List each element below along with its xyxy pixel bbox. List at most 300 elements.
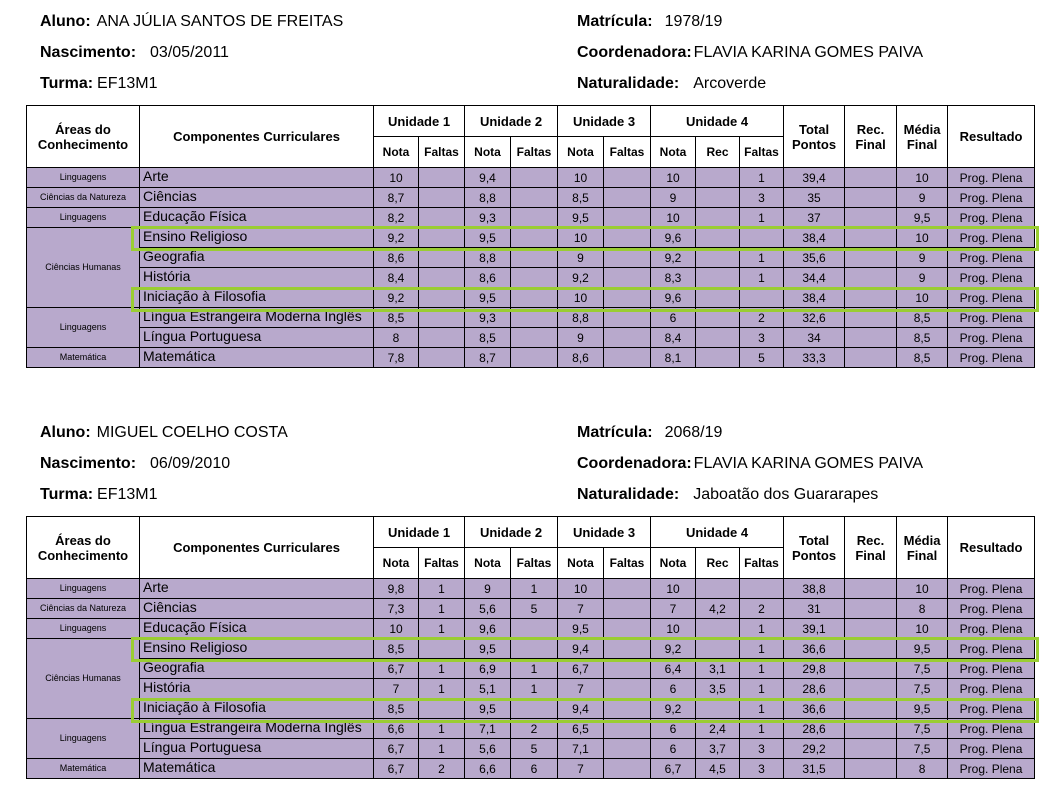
student-label: Aluno: bbox=[40, 424, 91, 441]
table-row bbox=[27, 308, 1035, 328]
cell-n4: 6 bbox=[651, 679, 696, 699]
header-faltas: Faltas bbox=[604, 137, 651, 168]
cell-n3: 9,5 bbox=[558, 208, 604, 228]
cell-total: 37 bbox=[784, 208, 845, 228]
table-row bbox=[27, 679, 1035, 699]
cell-n3: 7 bbox=[558, 599, 604, 619]
cell-f4: 1 bbox=[740, 268, 784, 288]
header-unit2: Unidade 2 bbox=[465, 106, 558, 137]
cell-res: Prog. Plena bbox=[948, 208, 1035, 228]
cell-recf bbox=[845, 719, 897, 739]
cell-f3 bbox=[604, 208, 651, 228]
cell-recf bbox=[845, 599, 897, 619]
cell-res: Prog. Plena bbox=[948, 248, 1035, 268]
cell-n2: 9,5 bbox=[465, 639, 511, 659]
cell-total: 38,8 bbox=[784, 579, 845, 599]
cell-total: 36,6 bbox=[784, 639, 845, 659]
header-unit2: Unidade 2 bbox=[465, 517, 558, 548]
cell-n4: 10 bbox=[651, 168, 696, 188]
cell-f3 bbox=[604, 759, 651, 779]
component-cell: Iniciação à Filosofia bbox=[140, 288, 374, 308]
cell-media: 9 bbox=[897, 268, 948, 288]
cell-f4: 1 bbox=[740, 659, 784, 679]
area-cell: Linguagens bbox=[27, 579, 140, 599]
cell-f1: 2 bbox=[419, 759, 465, 779]
cell-f1 bbox=[419, 168, 465, 188]
cell-f3 bbox=[604, 228, 651, 248]
cell-f4 bbox=[740, 579, 784, 599]
header-result: Resultado bbox=[948, 106, 1035, 168]
table-row bbox=[27, 188, 1035, 208]
cell-n3: 9,2 bbox=[558, 268, 604, 288]
cell-n2: 7,1 bbox=[465, 719, 511, 739]
cell-n4: 7 bbox=[651, 599, 696, 619]
cell-n1: 9,8 bbox=[374, 579, 419, 599]
cell-r4 bbox=[696, 619, 740, 639]
cell-media: 8 bbox=[897, 599, 948, 619]
cell-recf bbox=[845, 248, 897, 268]
registration-line bbox=[577, 13, 722, 31]
component-cell: Matemática bbox=[140, 348, 374, 368]
cell-res: Prog. Plena bbox=[948, 348, 1035, 368]
cell-res: Prog. Plena bbox=[948, 699, 1035, 719]
header-faltas: Faltas bbox=[511, 137, 558, 168]
cell-f4: 3 bbox=[740, 739, 784, 759]
header-unit3: Unidade 3 bbox=[558, 106, 651, 137]
cell-n3: 9,4 bbox=[558, 699, 604, 719]
cell-media: 10 bbox=[897, 619, 948, 639]
cell-res: Prog. Plena bbox=[948, 188, 1035, 208]
cell-media: 10 bbox=[897, 579, 948, 599]
cell-total: 32,6 bbox=[784, 308, 845, 328]
cell-media: 10 bbox=[897, 168, 948, 188]
cell-f4: 1 bbox=[740, 639, 784, 659]
grades-body bbox=[27, 579, 1035, 779]
cell-media: 10 bbox=[897, 228, 948, 248]
header-rec: Rec bbox=[696, 548, 740, 579]
cell-recf bbox=[845, 759, 897, 779]
cell-f1: 1 bbox=[419, 679, 465, 699]
cell-n4: 9,6 bbox=[651, 228, 696, 248]
cell-f4: 1 bbox=[740, 248, 784, 268]
cell-f1: 1 bbox=[419, 739, 465, 759]
cell-n1: 7,3 bbox=[374, 599, 419, 619]
registration-line bbox=[577, 424, 722, 442]
cell-recf bbox=[845, 288, 897, 308]
cell-n1: 8,6 bbox=[374, 248, 419, 268]
cell-n1: 8,5 bbox=[374, 639, 419, 659]
registration-label: Matrícula: bbox=[577, 13, 653, 30]
grades-table bbox=[26, 516, 1035, 779]
cell-f4: 2 bbox=[740, 308, 784, 328]
cell-f4: 3 bbox=[740, 188, 784, 208]
area-cell: Ciências Humanas bbox=[27, 228, 140, 308]
cell-f3 bbox=[604, 639, 651, 659]
cell-media: 7,5 bbox=[897, 719, 948, 739]
header-faltas: Faltas bbox=[604, 548, 651, 579]
cell-f2 bbox=[511, 228, 558, 248]
student-name: ANA JÚLIA SANTOS DE FREITAS bbox=[96, 13, 344, 30]
cell-res: Prog. Plena bbox=[948, 168, 1035, 188]
cell-n4: 6,7 bbox=[651, 759, 696, 779]
table-row bbox=[27, 639, 1035, 659]
grades-body bbox=[27, 168, 1035, 368]
cell-n2: 9,3 bbox=[465, 208, 511, 228]
header-nota: Nota bbox=[558, 137, 604, 168]
cell-f4: 1 bbox=[740, 719, 784, 739]
cell-f2 bbox=[511, 208, 558, 228]
cell-n4: 9,2 bbox=[651, 639, 696, 659]
registration-label: Matrícula: bbox=[577, 424, 653, 441]
header-rec-final: Rec. Final bbox=[845, 106, 897, 168]
header-unit4: Unidade 4 bbox=[651, 106, 784, 137]
cell-n3: 10 bbox=[558, 579, 604, 599]
cell-r4 bbox=[696, 328, 740, 348]
cell-media: 10 bbox=[897, 288, 948, 308]
table-row bbox=[27, 248, 1035, 268]
cell-n2: 6,9 bbox=[465, 659, 511, 679]
cell-n2: 9,3 bbox=[465, 308, 511, 328]
class-value: EF13M1 bbox=[97, 486, 158, 503]
cell-recf bbox=[845, 208, 897, 228]
cell-n1: 7,8 bbox=[374, 348, 419, 368]
cell-f1 bbox=[419, 268, 465, 288]
cell-n3: 9 bbox=[558, 328, 604, 348]
cell-f2 bbox=[511, 268, 558, 288]
cell-n4: 9,6 bbox=[651, 288, 696, 308]
cell-r4: 4,2 bbox=[696, 599, 740, 619]
cell-f4 bbox=[740, 228, 784, 248]
component-cell: Ciências bbox=[140, 188, 374, 208]
registration-value: 2068/19 bbox=[664, 424, 723, 441]
table-row bbox=[27, 719, 1035, 739]
cell-n2: 5,6 bbox=[465, 739, 511, 759]
header-faltas: Faltas bbox=[511, 548, 558, 579]
cell-f1: 1 bbox=[419, 719, 465, 739]
header-rec-final: Rec. Final bbox=[845, 517, 897, 579]
cell-f2 bbox=[511, 288, 558, 308]
cell-f2 bbox=[511, 619, 558, 639]
cell-f2: 5 bbox=[511, 739, 558, 759]
cell-r4 bbox=[696, 699, 740, 719]
component-cell: Arte bbox=[140, 168, 374, 188]
table-row bbox=[27, 759, 1035, 779]
cell-f4: 2 bbox=[740, 599, 784, 619]
cell-r4 bbox=[696, 308, 740, 328]
table-row bbox=[27, 208, 1035, 228]
cell-media: 8,5 bbox=[897, 308, 948, 328]
cell-f2 bbox=[511, 639, 558, 659]
cell-res: Prog. Plena bbox=[948, 228, 1035, 248]
cell-f3 bbox=[604, 679, 651, 699]
table-row bbox=[27, 659, 1035, 679]
header-faltas: Faltas bbox=[419, 548, 465, 579]
cell-n3: 10 bbox=[558, 168, 604, 188]
cell-n2: 9,6 bbox=[465, 619, 511, 639]
header-total: Total Pontos bbox=[784, 517, 845, 579]
component-cell: Ensino Religioso bbox=[140, 228, 374, 248]
header-nota: Nota bbox=[651, 137, 696, 168]
cell-n4: 9,2 bbox=[651, 699, 696, 719]
header-nota: Nota bbox=[465, 137, 511, 168]
cell-total: 38,4 bbox=[784, 228, 845, 248]
cell-n2: 8,8 bbox=[465, 188, 511, 208]
class-line bbox=[40, 75, 158, 93]
cell-f1: 1 bbox=[419, 619, 465, 639]
table-row bbox=[27, 699, 1035, 719]
cell-total: 36,6 bbox=[784, 699, 845, 719]
header-component: Componentes Curriculares bbox=[140, 106, 374, 168]
cell-n1: 8,5 bbox=[374, 308, 419, 328]
cell-media: 9,5 bbox=[897, 208, 948, 228]
cell-res: Prog. Plena bbox=[948, 719, 1035, 739]
cell-n1: 9,2 bbox=[374, 228, 419, 248]
cell-f2: 2 bbox=[511, 719, 558, 739]
student-name: MIGUEL COELHO COSTA bbox=[96, 424, 288, 441]
cell-n1: 6,6 bbox=[374, 719, 419, 739]
cell-recf bbox=[845, 679, 897, 699]
cell-r4: 3,7 bbox=[696, 739, 740, 759]
coordinator-label: Coordenadora: bbox=[577, 455, 692, 472]
coordinator-name: FLAVIA KARINA GOMES PAIVA bbox=[693, 455, 924, 472]
cell-f1 bbox=[419, 248, 465, 268]
cell-f1 bbox=[419, 288, 465, 308]
cell-recf bbox=[845, 168, 897, 188]
class-label: Turma: bbox=[40, 486, 94, 503]
cell-f3 bbox=[604, 288, 651, 308]
cell-f4: 1 bbox=[740, 619, 784, 639]
table-row bbox=[27, 288, 1035, 308]
cell-f4: 5 bbox=[740, 348, 784, 368]
area-cell: Linguagens bbox=[27, 168, 140, 188]
area-cell: Linguagens bbox=[27, 619, 140, 639]
component-cell: Geografia bbox=[140, 659, 374, 679]
cell-n4: 6 bbox=[651, 308, 696, 328]
cell-f2: 1 bbox=[511, 579, 558, 599]
cell-n1: 6,7 bbox=[374, 739, 419, 759]
cell-n3: 8,8 bbox=[558, 308, 604, 328]
cell-n3: 7,1 bbox=[558, 739, 604, 759]
cell-media: 9 bbox=[897, 248, 948, 268]
cell-f1 bbox=[419, 188, 465, 208]
table-row bbox=[27, 599, 1035, 619]
cell-n4: 8,1 bbox=[651, 348, 696, 368]
cell-n1: 10 bbox=[374, 168, 419, 188]
area-cell: Matemática bbox=[27, 348, 140, 368]
cell-f4: 1 bbox=[740, 699, 784, 719]
cell-r4 bbox=[696, 348, 740, 368]
table-row bbox=[27, 739, 1035, 759]
header-nota: Nota bbox=[465, 548, 511, 579]
cell-n4: 10 bbox=[651, 619, 696, 639]
cell-f1 bbox=[419, 639, 465, 659]
cell-total: 35,6 bbox=[784, 248, 845, 268]
cell-total: 38,4 bbox=[784, 288, 845, 308]
component-cell: Língua Estrangeira Moderna Inglês bbox=[140, 308, 374, 328]
cell-f2 bbox=[511, 308, 558, 328]
cell-recf bbox=[845, 228, 897, 248]
birthplace-line bbox=[577, 486, 878, 504]
component-cell: Língua Portuguesa bbox=[140, 739, 374, 759]
birth-line bbox=[40, 455, 230, 473]
cell-media: 8,5 bbox=[897, 328, 948, 348]
cell-res: Prog. Plena bbox=[948, 599, 1035, 619]
cell-f4: 3 bbox=[740, 328, 784, 348]
cell-n2: 8,6 bbox=[465, 268, 511, 288]
cell-n1: 8 bbox=[374, 328, 419, 348]
birth-line bbox=[40, 44, 229, 62]
cell-media: 9,5 bbox=[897, 699, 948, 719]
cell-n2: 5,6 bbox=[465, 599, 511, 619]
header-area: Áreas do Conhecimento bbox=[27, 517, 140, 579]
header-area: Áreas do Conhecimento bbox=[27, 106, 140, 168]
component-cell: História bbox=[140, 679, 374, 699]
header-nota: Nota bbox=[374, 137, 419, 168]
header-result: Resultado bbox=[948, 517, 1035, 579]
header-nota: Nota bbox=[651, 548, 696, 579]
coordinator-name: FLAVIA KARINA GOMES PAIVA bbox=[693, 44, 924, 61]
cell-f1: 1 bbox=[419, 659, 465, 679]
area-cell: Matemática bbox=[27, 759, 140, 779]
cell-recf bbox=[845, 659, 897, 679]
table-row bbox=[27, 619, 1035, 639]
cell-media: 7,5 bbox=[897, 739, 948, 759]
cell-n2: 8,5 bbox=[465, 328, 511, 348]
cell-res: Prog. Plena bbox=[948, 328, 1035, 348]
cell-f4: 3 bbox=[740, 759, 784, 779]
cell-media: 9,5 bbox=[897, 639, 948, 659]
coordinator-line bbox=[577, 455, 923, 473]
area-cell: Ciências da Natureza bbox=[27, 188, 140, 208]
cell-media: 8,5 bbox=[897, 348, 948, 368]
component-cell: Iniciação à Filosofia bbox=[140, 699, 374, 719]
cell-f2 bbox=[511, 328, 558, 348]
cell-f3 bbox=[604, 328, 651, 348]
cell-n4: 8,3 bbox=[651, 268, 696, 288]
component-cell: Arte bbox=[140, 579, 374, 599]
birth-date: 06/09/2010 bbox=[150, 455, 231, 472]
table-row bbox=[27, 268, 1035, 288]
component-cell: Matemática bbox=[140, 759, 374, 779]
class-line bbox=[40, 486, 158, 504]
cell-res: Prog. Plena bbox=[948, 759, 1035, 779]
cell-n3: 9,4 bbox=[558, 639, 604, 659]
cell-n2: 9,5 bbox=[465, 288, 511, 308]
birthplace-line bbox=[577, 75, 766, 93]
cell-recf bbox=[845, 699, 897, 719]
cell-f2: 6 bbox=[511, 759, 558, 779]
cell-n2: 9,5 bbox=[465, 228, 511, 248]
table-row bbox=[27, 168, 1035, 188]
cell-res: Prog. Plena bbox=[948, 268, 1035, 288]
cell-f4: 1 bbox=[740, 168, 784, 188]
cell-r4 bbox=[696, 268, 740, 288]
cell-f2: 5 bbox=[511, 599, 558, 619]
cell-r4 bbox=[696, 188, 740, 208]
cell-n3: 10 bbox=[558, 228, 604, 248]
cell-total: 35 bbox=[784, 188, 845, 208]
student-name-line bbox=[40, 424, 288, 442]
cell-f4: 1 bbox=[740, 679, 784, 699]
cell-n1: 8,4 bbox=[374, 268, 419, 288]
student-name-line bbox=[40, 13, 343, 31]
cell-f3 bbox=[604, 188, 651, 208]
cell-f2 bbox=[511, 348, 558, 368]
cell-recf bbox=[845, 328, 897, 348]
cell-n1: 6,7 bbox=[374, 659, 419, 679]
header-faltas: Faltas bbox=[740, 548, 784, 579]
cell-f4 bbox=[740, 288, 784, 308]
cell-n2: 9,4 bbox=[465, 168, 511, 188]
cell-recf bbox=[845, 579, 897, 599]
cell-n2: 8,7 bbox=[465, 348, 511, 368]
cell-n3: 6,5 bbox=[558, 719, 604, 739]
cell-f3 bbox=[604, 699, 651, 719]
registration-value: 1978/19 bbox=[664, 13, 723, 30]
table-row bbox=[27, 328, 1035, 348]
component-cell: Ensino Religioso bbox=[140, 639, 374, 659]
cell-res: Prog. Plena bbox=[948, 679, 1035, 699]
cell-recf bbox=[845, 348, 897, 368]
cell-f2 bbox=[511, 188, 558, 208]
cell-n3: 8,5 bbox=[558, 188, 604, 208]
area-cell: Linguagens bbox=[27, 208, 140, 228]
cell-r4: 2,4 bbox=[696, 719, 740, 739]
cell-total: 31,5 bbox=[784, 759, 845, 779]
cell-n2: 9,5 bbox=[465, 699, 511, 719]
cell-recf bbox=[845, 639, 897, 659]
component-cell: Geografia bbox=[140, 248, 374, 268]
cell-f1 bbox=[419, 228, 465, 248]
cell-f3 bbox=[604, 268, 651, 288]
cell-n4: 8,4 bbox=[651, 328, 696, 348]
cell-recf bbox=[845, 268, 897, 288]
component-cell: Língua Estrangeira Moderna Inglês bbox=[140, 719, 374, 739]
cell-total: 28,6 bbox=[784, 719, 845, 739]
component-cell: Educação Física bbox=[140, 619, 374, 639]
header-media: Média Final bbox=[897, 106, 948, 168]
cell-n2: 8,8 bbox=[465, 248, 511, 268]
cell-r4 bbox=[696, 288, 740, 308]
header-nota: Nota bbox=[558, 548, 604, 579]
cell-n4: 6,4 bbox=[651, 659, 696, 679]
cell-f3 bbox=[604, 168, 651, 188]
component-cell: Educação Física bbox=[140, 208, 374, 228]
cell-f1 bbox=[419, 328, 465, 348]
cell-r4: 3,1 bbox=[696, 659, 740, 679]
cell-r4 bbox=[696, 248, 740, 268]
cell-total: 28,6 bbox=[784, 679, 845, 699]
cell-n1: 8,2 bbox=[374, 208, 419, 228]
cell-total: 29,2 bbox=[784, 739, 845, 759]
cell-recf bbox=[845, 619, 897, 639]
component-cell: Língua Portuguesa bbox=[140, 328, 374, 348]
cell-n1: 8,5 bbox=[374, 699, 419, 719]
cell-n2: 5,1 bbox=[465, 679, 511, 699]
birthplace-value: Arcoverde bbox=[693, 75, 767, 92]
cell-f3 bbox=[604, 579, 651, 599]
cell-r4 bbox=[696, 639, 740, 659]
cell-f3 bbox=[604, 659, 651, 679]
cell-n3: 7 bbox=[558, 759, 604, 779]
header-faltas: Faltas bbox=[419, 137, 465, 168]
header-unit4: Unidade 4 bbox=[651, 517, 784, 548]
birth-label: Nascimento: bbox=[40, 44, 137, 61]
cell-f3 bbox=[604, 619, 651, 639]
student-label: Aluno: bbox=[40, 13, 91, 30]
cell-media: 7,5 bbox=[897, 679, 948, 699]
cell-n4: 9 bbox=[651, 188, 696, 208]
